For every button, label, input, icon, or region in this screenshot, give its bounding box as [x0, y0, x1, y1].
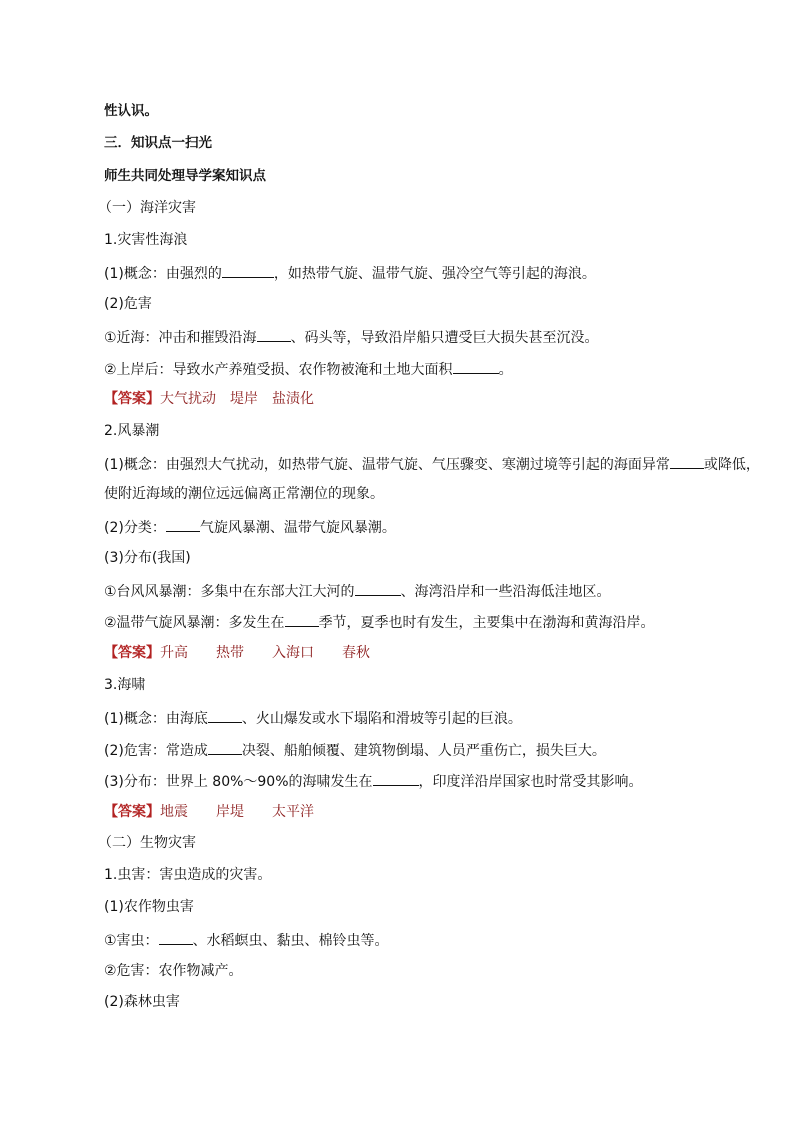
text-line [104, 359, 744, 379]
text-line [104, 517, 744, 537]
text-line [104, 102, 744, 120]
text: 性认识。 [104, 103, 158, 119]
text: 1.虫害：害虫造成的灾害。 [104, 867, 272, 883]
text: 决裂、船舶倾覆、建筑物倒塌、人员严重伤亡，损失巨大。 [241, 743, 606, 759]
answer-item: 堤岸 [230, 391, 258, 407]
text: (2)危害 [104, 296, 152, 312]
answer-item: 地震 [160, 804, 188, 820]
text-line [104, 962, 744, 980]
text-line [104, 327, 744, 347]
fill-blank[interactable] [159, 930, 193, 945]
text-line [104, 771, 744, 791]
text: (1)农作物虫害 [104, 899, 194, 915]
answer-line [104, 803, 744, 821]
text: 、码头等，导致沿岸船只遭受巨大损失甚至沉没。 [290, 330, 599, 346]
answer-item: 春秋 [342, 645, 370, 661]
text-line [104, 581, 744, 601]
text-line [104, 740, 744, 760]
topic-heading [98, 199, 738, 217]
text: 师生共同处理导学案知识点 [104, 168, 266, 184]
answer-line [104, 644, 744, 662]
text: ，印度洋沿岸国家也时常受其影响。 [418, 774, 643, 790]
text: 1.灾害性海浪 [104, 232, 188, 248]
topic-heading [98, 834, 738, 852]
answer-tag: 【答案】 [104, 804, 160, 820]
text: (2)森林虫害 [104, 994, 180, 1010]
text: 或降低， [703, 457, 760, 473]
item-heading [104, 231, 744, 249]
text-line [104, 263, 744, 283]
text: (1)概念：由强烈的 [104, 266, 222, 282]
text: 3.海啸 [104, 677, 146, 693]
text: ②温带气旋风暴潮：多发生在 [104, 615, 285, 631]
answer-item: 入海口 [272, 645, 314, 661]
text: 三．知识点一扫光 [104, 135, 212, 151]
text: ①害虫： [104, 933, 159, 949]
text: 、海湾沿岸和一些沿海低洼地区。 [400, 584, 611, 600]
text-line [104, 295, 744, 313]
text: (3)分布：世界上 80%～90%的海啸发生在 [104, 774, 373, 790]
text-line [104, 898, 744, 916]
answer-tag: 【答案】 [104, 645, 160, 661]
fill-blank[interactable] [222, 263, 274, 278]
text: (1)概念：由强烈大气扰动，如热带气旋、温带气旋、气压骤变、寒潮过境等引起的海面异常 [104, 457, 670, 473]
text: ②危害：农作物减产。 [104, 963, 243, 979]
text: (2)分类： [104, 520, 166, 536]
text: 气旋风暴潮、温带气旋风暴潮。 [199, 520, 396, 536]
item-heading [104, 866, 744, 884]
answer-item: 岸堤 [216, 804, 244, 820]
fill-blank[interactable] [285, 612, 319, 627]
text-line [104, 930, 744, 950]
text: 季节，夏季也时有发生，主要集中在渤海和黄海沿岸。 [318, 615, 655, 631]
section-heading [104, 134, 744, 152]
text-line [104, 993, 744, 1011]
text: 2.风暴潮 [104, 423, 160, 439]
text: ①近海：冲击和摧毁沿海 [104, 330, 257, 346]
text: ①台风风暴潮：多集中在东部大江大河的 [104, 584, 355, 600]
answer-item: 盐渍化 [272, 391, 314, 407]
text: （二）生物灾害 [98, 835, 196, 851]
answer-item: 太平洋 [272, 804, 314, 820]
fill-blank[interactable] [453, 359, 499, 374]
text-line [104, 708, 744, 728]
text-line [104, 612, 744, 632]
answer-item: 升高 [160, 645, 188, 661]
text: ②上岸后：导致水产养殖受损、农作物被淹和土地大面积 [104, 362, 453, 378]
item-heading [104, 422, 744, 440]
text: 。 [498, 362, 513, 378]
fill-blank[interactable] [257, 327, 291, 342]
text: 、火山爆发或水下塌陷和滑坡等引起的巨浪。 [241, 711, 522, 727]
fill-blank[interactable] [373, 771, 419, 786]
text: (2)危害：常造成 [104, 743, 208, 759]
text-line [104, 454, 760, 474]
answer-item: 大气扰动 [160, 391, 216, 407]
text: （一）海洋灾害 [98, 200, 196, 216]
fill-blank[interactable] [166, 517, 200, 532]
text: 、水稻螟虫、黏虫、棉铃虫等。 [192, 933, 389, 949]
subsection-heading [104, 167, 744, 185]
text-line [104, 549, 744, 567]
text: 使附近海域的潮位远远偏离正常潮位的现象。 [104, 486, 384, 502]
text-line [104, 485, 744, 503]
text: (3)分布(我国) [104, 550, 191, 566]
fill-blank[interactable] [670, 454, 704, 469]
answer-tag: 【答案】 [104, 391, 160, 407]
fill-blank[interactable] [208, 708, 242, 723]
fill-blank[interactable] [208, 740, 242, 755]
text: (1)概念：由海底 [104, 711, 208, 727]
item-heading [104, 676, 744, 694]
text: ，如热带气旋、温带气旋、强冷空气等引起的海浪。 [273, 266, 596, 282]
fill-blank[interactable] [355, 581, 401, 596]
answer-item: 热带 [216, 645, 244, 661]
answer-line [104, 390, 744, 408]
